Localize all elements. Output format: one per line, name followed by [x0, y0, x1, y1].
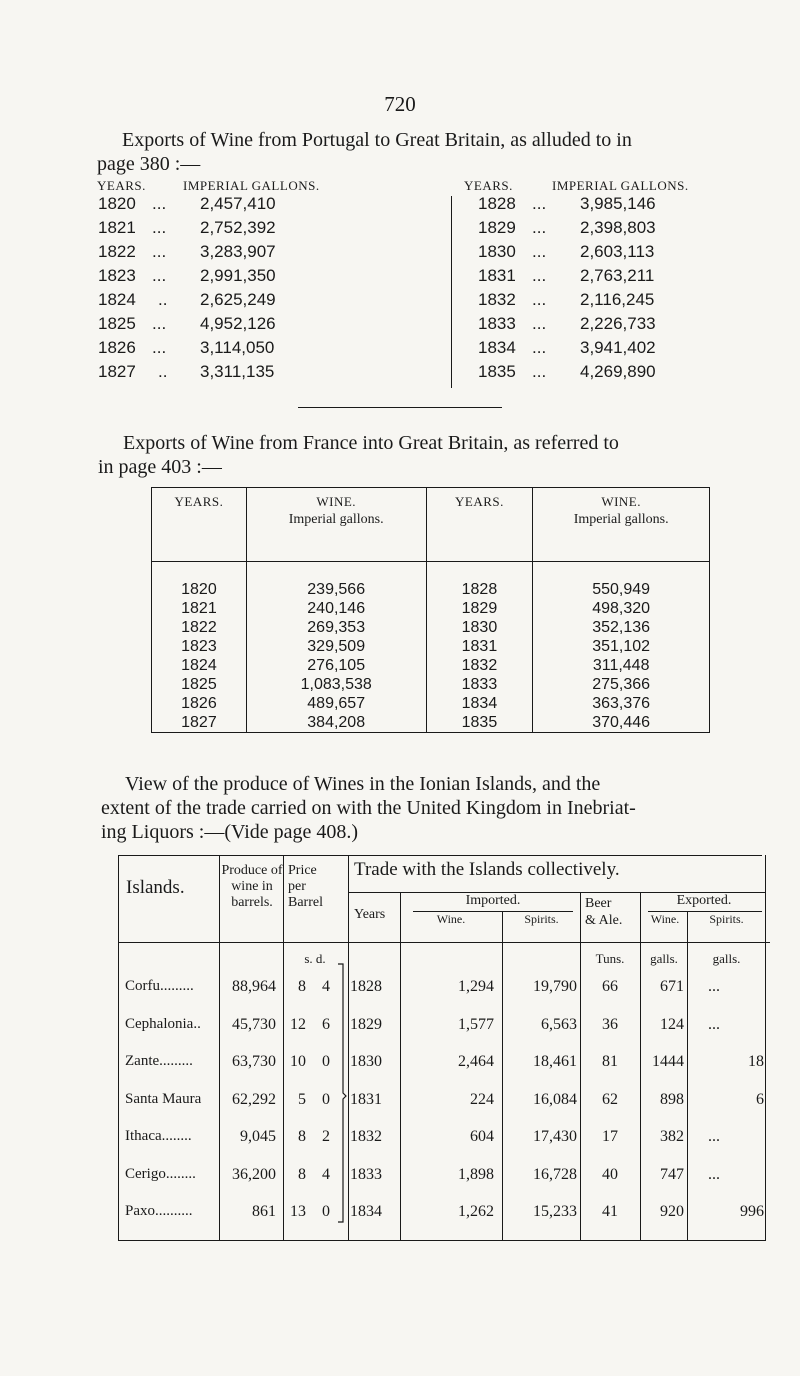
- portugal-sep: ...: [152, 218, 167, 237]
- trade-year: 1829: [350, 1015, 382, 1033]
- imported-wine: 1,577: [458, 1015, 494, 1033]
- portugal-intro-line1: Exports of Wine from Portugal to Great Britain, as alluded to in: [122, 129, 632, 151]
- france-wine-right: 311,448: [592, 656, 650, 674]
- portugal-year: 1820: [98, 194, 136, 213]
- portugal-year: 1829: [478, 218, 516, 237]
- price-pence: 6: [322, 1015, 330, 1033]
- price-pence: 4: [322, 1165, 330, 1183]
- portugal-sep: ...: [532, 362, 547, 381]
- portugal-sep: ...: [532, 338, 547, 357]
- ionian-header-price-3: Barrel: [288, 895, 323, 910]
- imported-spirits: 6,563: [541, 1015, 577, 1033]
- portugal-sep: ..: [158, 362, 168, 381]
- price-shillings: 8: [298, 978, 306, 995]
- price-shillings: 10: [290, 1053, 306, 1070]
- imported-wine: 604: [470, 1128, 494, 1145]
- portugal-gallons: 2,752,392: [200, 218, 276, 237]
- france-year-left: 1820: [152, 562, 247, 600]
- portugal-gallons: 2,603,113: [580, 242, 655, 261]
- imported-spirits: 18,461: [533, 1053, 577, 1070]
- imported-spirits: 19,790: [533, 978, 577, 995]
- ionian-row: [118, 968, 766, 998]
- portugal-year: 1835: [478, 362, 516, 381]
- ionian-unit-price: s. d.: [304, 951, 326, 966]
- exported-spirits: 996: [740, 1203, 764, 1220]
- ionian-header-produce-1: Produce of: [221, 863, 283, 878]
- portugal-sep: ...: [152, 338, 167, 357]
- portugal-header-gallons-right: IMPERIAL GALLONS.: [552, 178, 689, 193]
- france-year-left: 1827: [152, 713, 247, 733]
- ionian-intro-line2: extent of the trade carried on with the United Kingdom in Inebriat-: [101, 797, 636, 819]
- island-produce: 36,200: [232, 1165, 276, 1183]
- exported-wine: 671: [660, 978, 684, 995]
- france-intro: [98, 431, 783, 479]
- ionian-intro-line3: ing Liquors :—(Vide page 408.): [101, 821, 359, 843]
- ionian-header-years: Years: [354, 907, 386, 922]
- portugal-row: [98, 338, 358, 362]
- exported-wine: 920: [660, 1203, 684, 1220]
- france-wine-right: 370,446: [533, 713, 710, 733]
- imported-spirits: 16,084: [533, 1090, 577, 1108]
- price-shillings: 13: [290, 1203, 306, 1220]
- ionian-header-islands: Islands.: [126, 877, 185, 898]
- ionian-row: [118, 1006, 766, 1036]
- portugal-row: [98, 194, 358, 218]
- portugal-gallons: 3,311,135: [200, 362, 275, 381]
- ionian-header-exported: Exported.: [676, 893, 732, 908]
- exported-spirits: ...: [708, 978, 720, 995]
- portugal-year: 1824: [98, 290, 136, 309]
- france-header-years-right-text: YEARS.: [454, 494, 504, 509]
- portugal-year: 1832: [478, 290, 516, 309]
- portugal-header-years-right: YEARS.: [464, 178, 513, 193]
- france-year-right: 1829: [426, 599, 533, 618]
- france-row: [152, 694, 710, 713]
- page-number: 720: [384, 92, 416, 116]
- portugal-sep: ...: [152, 314, 167, 333]
- island-name: Ithaca........: [125, 1128, 192, 1144]
- exported-spirits: ...: [708, 1165, 720, 1183]
- ionian-row: [118, 1118, 766, 1148]
- france-year-left: 1824: [152, 656, 247, 675]
- france-wine-left: 489,657: [246, 694, 426, 713]
- france-year-right: 1834: [426, 694, 533, 713]
- france-header-wine-left: [246, 488, 426, 562]
- france-row: [152, 713, 710, 733]
- france-header-years-left-text: YEARS.: [174, 494, 224, 509]
- france-year-left: 1823: [152, 637, 247, 656]
- portugal-row: [478, 218, 738, 242]
- island-name: Cerigo........: [125, 1165, 196, 1182]
- portugal-sep: ...: [152, 242, 167, 261]
- france-year-right: 1833: [426, 675, 533, 694]
- portugal-sep: ...: [152, 266, 167, 285]
- ionian-header-price: [288, 863, 348, 911]
- trade-year: 1831: [350, 1090, 382, 1108]
- trade-year: 1832: [350, 1128, 382, 1145]
- portugal-gallons: 2,116,245: [580, 290, 655, 309]
- france-wine-left: 276,105: [246, 656, 426, 675]
- portugal-row: [478, 194, 738, 218]
- portugal-divider: [451, 196, 452, 388]
- beer-ale: 81: [602, 1053, 618, 1070]
- france-wine-right: 363,376: [592, 694, 651, 712]
- portugal-row: [478, 242, 738, 266]
- price-shillings: 5: [298, 1090, 306, 1108]
- price-pence: 4: [322, 978, 330, 995]
- ionian-table: [118, 855, 770, 1243]
- ionian-row: [118, 1156, 766, 1186]
- france-year-right: 1831: [426, 637, 533, 656]
- portugal-gallons: 3,941,402: [580, 338, 656, 357]
- france-header-years-right: [426, 488, 533, 562]
- portugal-row: [478, 314, 738, 338]
- portugal-gallons: 3,283,907: [200, 242, 276, 261]
- france-year-left: 1825: [152, 675, 247, 694]
- beer-ale: 17: [602, 1128, 618, 1145]
- france-wine-right: 275,366: [592, 675, 651, 693]
- portugal-sep: ...: [532, 314, 547, 333]
- island-produce: 861: [252, 1203, 276, 1220]
- ionian-header-exp-spirits: Spirits.: [709, 912, 744, 926]
- portugal-year: 1830: [478, 242, 516, 261]
- france-year-right: 1832: [426, 656, 533, 675]
- island-name: Cephalonia..: [125, 1015, 201, 1032]
- portugal-gallons: 2,226,733: [580, 314, 656, 333]
- island-produce: 88,964: [232, 978, 276, 995]
- portugal-year: 1821: [98, 218, 136, 237]
- price-shillings: 8: [298, 1128, 306, 1145]
- portugal-gallons: 4,269,890: [580, 362, 656, 381]
- imported-spirits: 16,728: [533, 1165, 577, 1183]
- exported-wine: 1444: [652, 1053, 684, 1070]
- section-divider: [298, 407, 502, 408]
- beer-ale: 62: [602, 1090, 618, 1108]
- island-produce: 63,730: [232, 1053, 276, 1070]
- portugal-sep: ...: [532, 242, 547, 261]
- ionian-unit-spirits: galls.: [712, 951, 741, 966]
- beer-ale: 66: [602, 978, 618, 995]
- exported-spirits: ...: [708, 1015, 720, 1033]
- portugal-gallons: 2,625,249: [200, 290, 276, 309]
- ionian-header-imp-wine: Wine.: [436, 912, 466, 926]
- portugal-row: [98, 266, 358, 290]
- beer-ale: 36: [602, 1015, 618, 1033]
- price-shillings: 12: [290, 1015, 306, 1033]
- portugal-gallons: 2,991,350: [200, 266, 276, 285]
- ionian-header-produce-2: wine in: [231, 879, 273, 894]
- france-year-left: 1826: [152, 694, 247, 713]
- portugal-year: 1828: [478, 194, 516, 213]
- trade-year: 1830: [350, 1053, 382, 1070]
- portugal-year: 1834: [478, 338, 516, 357]
- price-pence: 0: [322, 1053, 330, 1070]
- price-pence: 0: [322, 1090, 330, 1108]
- portugal-year: 1825: [98, 314, 136, 333]
- france-row: [152, 656, 710, 675]
- ionian-intro-line1: View of the produce of Wines in the Ionian Islands, and the: [125, 773, 601, 795]
- beer-ale: 40: [602, 1165, 618, 1183]
- portugal-sep: ...: [532, 194, 547, 213]
- portugal-gallons: 3,114,050: [200, 338, 275, 357]
- portugal-year: 1831: [478, 266, 516, 285]
- exported-wine: 382: [660, 1128, 684, 1145]
- exported-spirits: 6: [756, 1090, 764, 1108]
- ionian-header-beer: [585, 895, 622, 929]
- portugal-sep: ...: [532, 266, 547, 285]
- imported-wine: 1,294: [458, 978, 494, 995]
- portugal-header-years-left: YEARS.: [97, 178, 146, 193]
- france-wine-left: 240,146: [246, 599, 426, 618]
- france-year-left: 1822: [152, 618, 247, 637]
- portugal-gallons: 4,952,126: [200, 314, 276, 333]
- trade-year: 1833: [350, 1165, 382, 1183]
- france-row: [152, 675, 710, 694]
- ionian-header-exp-wine: Wine.: [650, 912, 680, 926]
- exported-spirits: 18: [748, 1053, 764, 1070]
- ionian-row: [118, 1043, 766, 1073]
- portugal-row: [98, 218, 358, 242]
- exported-wine: 898: [660, 1090, 684, 1108]
- france-wine-left: 1,083,538: [246, 675, 426, 694]
- france-row: [152, 599, 710, 618]
- france-row: [152, 562, 710, 600]
- france-wine-left: 269,353: [246, 618, 426, 637]
- price-pence: 2: [322, 1128, 330, 1145]
- portugal-sep: ...: [532, 290, 547, 309]
- france-year-left: 1821: [152, 599, 247, 618]
- portugal-intro: [97, 128, 782, 176]
- france-header-years-left: [152, 488, 247, 562]
- portugal-intro-line2: page 380 :—: [97, 153, 201, 175]
- exported-wine: 124: [660, 1015, 684, 1033]
- portugal-row: [98, 290, 358, 314]
- ionian-row: [118, 1193, 766, 1223]
- trade-year: 1828: [350, 978, 382, 995]
- france-wine-right: 498,320: [592, 599, 651, 617]
- france-wine-left: 239,566: [246, 562, 426, 600]
- france-header-unit-left: Imperial gallons.: [288, 512, 384, 527]
- portugal-gallons: 2,398,803: [580, 218, 656, 237]
- ionian-header-imp-spirits: Spirits.: [524, 912, 559, 926]
- france-wine-right: 352,136: [592, 618, 651, 636]
- island-name: Corfu.........: [125, 978, 194, 994]
- portugal-row: [478, 290, 738, 314]
- france-year-right: 1830: [426, 618, 533, 637]
- imported-wine: 224: [470, 1090, 494, 1108]
- portugal-year: 1833: [478, 314, 516, 333]
- portugal-row: [478, 362, 738, 386]
- france-header-wine-right-title: WINE.: [601, 494, 641, 509]
- portugal-row: [478, 338, 738, 362]
- island-name: Zante.........: [125, 1053, 193, 1069]
- france-year-right: 1835: [426, 713, 533, 733]
- france-intro-line2: in page 403 :—: [98, 456, 222, 478]
- price-pence: 0: [322, 1203, 330, 1220]
- portugal-year: 1827: [98, 362, 136, 381]
- ionian-header-trade: Trade with the Islands collectively.: [354, 859, 620, 880]
- island-produce: 45,730: [232, 1015, 276, 1033]
- imported-spirits: 17,430: [533, 1128, 577, 1145]
- portugal-header-gallons-left: IMPERIAL GALLONS.: [183, 178, 320, 193]
- portugal-gallons: 2,457,410: [200, 194, 276, 213]
- trade-year: 1834: [350, 1203, 382, 1220]
- portugal-row: [478, 266, 738, 290]
- price-shillings: 8: [298, 1165, 306, 1183]
- portugal-sep: ...: [152, 194, 167, 213]
- portugal-gallons: 2,763,211: [580, 266, 655, 285]
- france-wine-right: 550,949: [592, 580, 651, 598]
- france-intro-line1: Exports of Wine from France into Great Britain, as referred to: [123, 432, 619, 454]
- portugal-row: [98, 362, 358, 386]
- ionian-unit-wine: galls.: [650, 951, 678, 966]
- island-produce: 9,045: [240, 1128, 276, 1145]
- island-name: Paxo..........: [125, 1203, 193, 1219]
- exported-spirits: ...: [708, 1128, 720, 1145]
- france-header-wine-right: [533, 488, 710, 562]
- france-wine-right: 351,102: [592, 637, 651, 655]
- imported-wine: 1,898: [458, 1165, 494, 1183]
- island-produce: 62,292: [232, 1090, 276, 1108]
- portugal-year: 1823: [98, 266, 136, 285]
- imported-wine: 1,262: [458, 1203, 494, 1220]
- island-name: Santa Maura: [125, 1090, 202, 1107]
- portugal-year: 1822: [98, 242, 136, 261]
- portugal-sep: ...: [532, 218, 547, 237]
- france-year-right: 1828: [426, 562, 533, 600]
- ionian-intro: [101, 772, 790, 844]
- france-row: [152, 618, 710, 637]
- portugal-sep: ..: [158, 290, 168, 309]
- portugal-year: 1826: [98, 338, 136, 357]
- ionian-header-produce: [220, 863, 284, 911]
- france-wine-left: 329,509: [246, 637, 426, 656]
- portugal-row: [98, 314, 358, 338]
- ionian-header-produce-3: barrels.: [231, 895, 273, 910]
- ionian-header-beer-1: Beer: [585, 896, 612, 911]
- portugal-row: [98, 242, 358, 266]
- beer-ale: 41: [602, 1203, 618, 1220]
- ionian-unit-beer: Tuns.: [595, 951, 625, 966]
- ionian-header-imported: Imported.: [465, 893, 521, 908]
- france-header-unit-right: Imperial gallons.: [573, 512, 669, 527]
- exported-wine: 747: [660, 1165, 684, 1183]
- ionian-row: [118, 1081, 766, 1111]
- france-table: [151, 487, 710, 733]
- ionian-header-beer-2: & Ale.: [585, 913, 623, 928]
- ionian-header-price-2: per: [288, 879, 306, 894]
- portugal-gallons: 3,985,146: [580, 194, 656, 213]
- ionian-header-price-1: Price: [288, 863, 317, 878]
- france-header-wine-left-title: WINE.: [316, 494, 357, 509]
- france-row: [152, 637, 710, 656]
- imported-spirits: 15,233: [533, 1203, 577, 1220]
- imported-wine: 2,464: [458, 1053, 494, 1070]
- france-wine-left: 384,208: [246, 713, 426, 733]
